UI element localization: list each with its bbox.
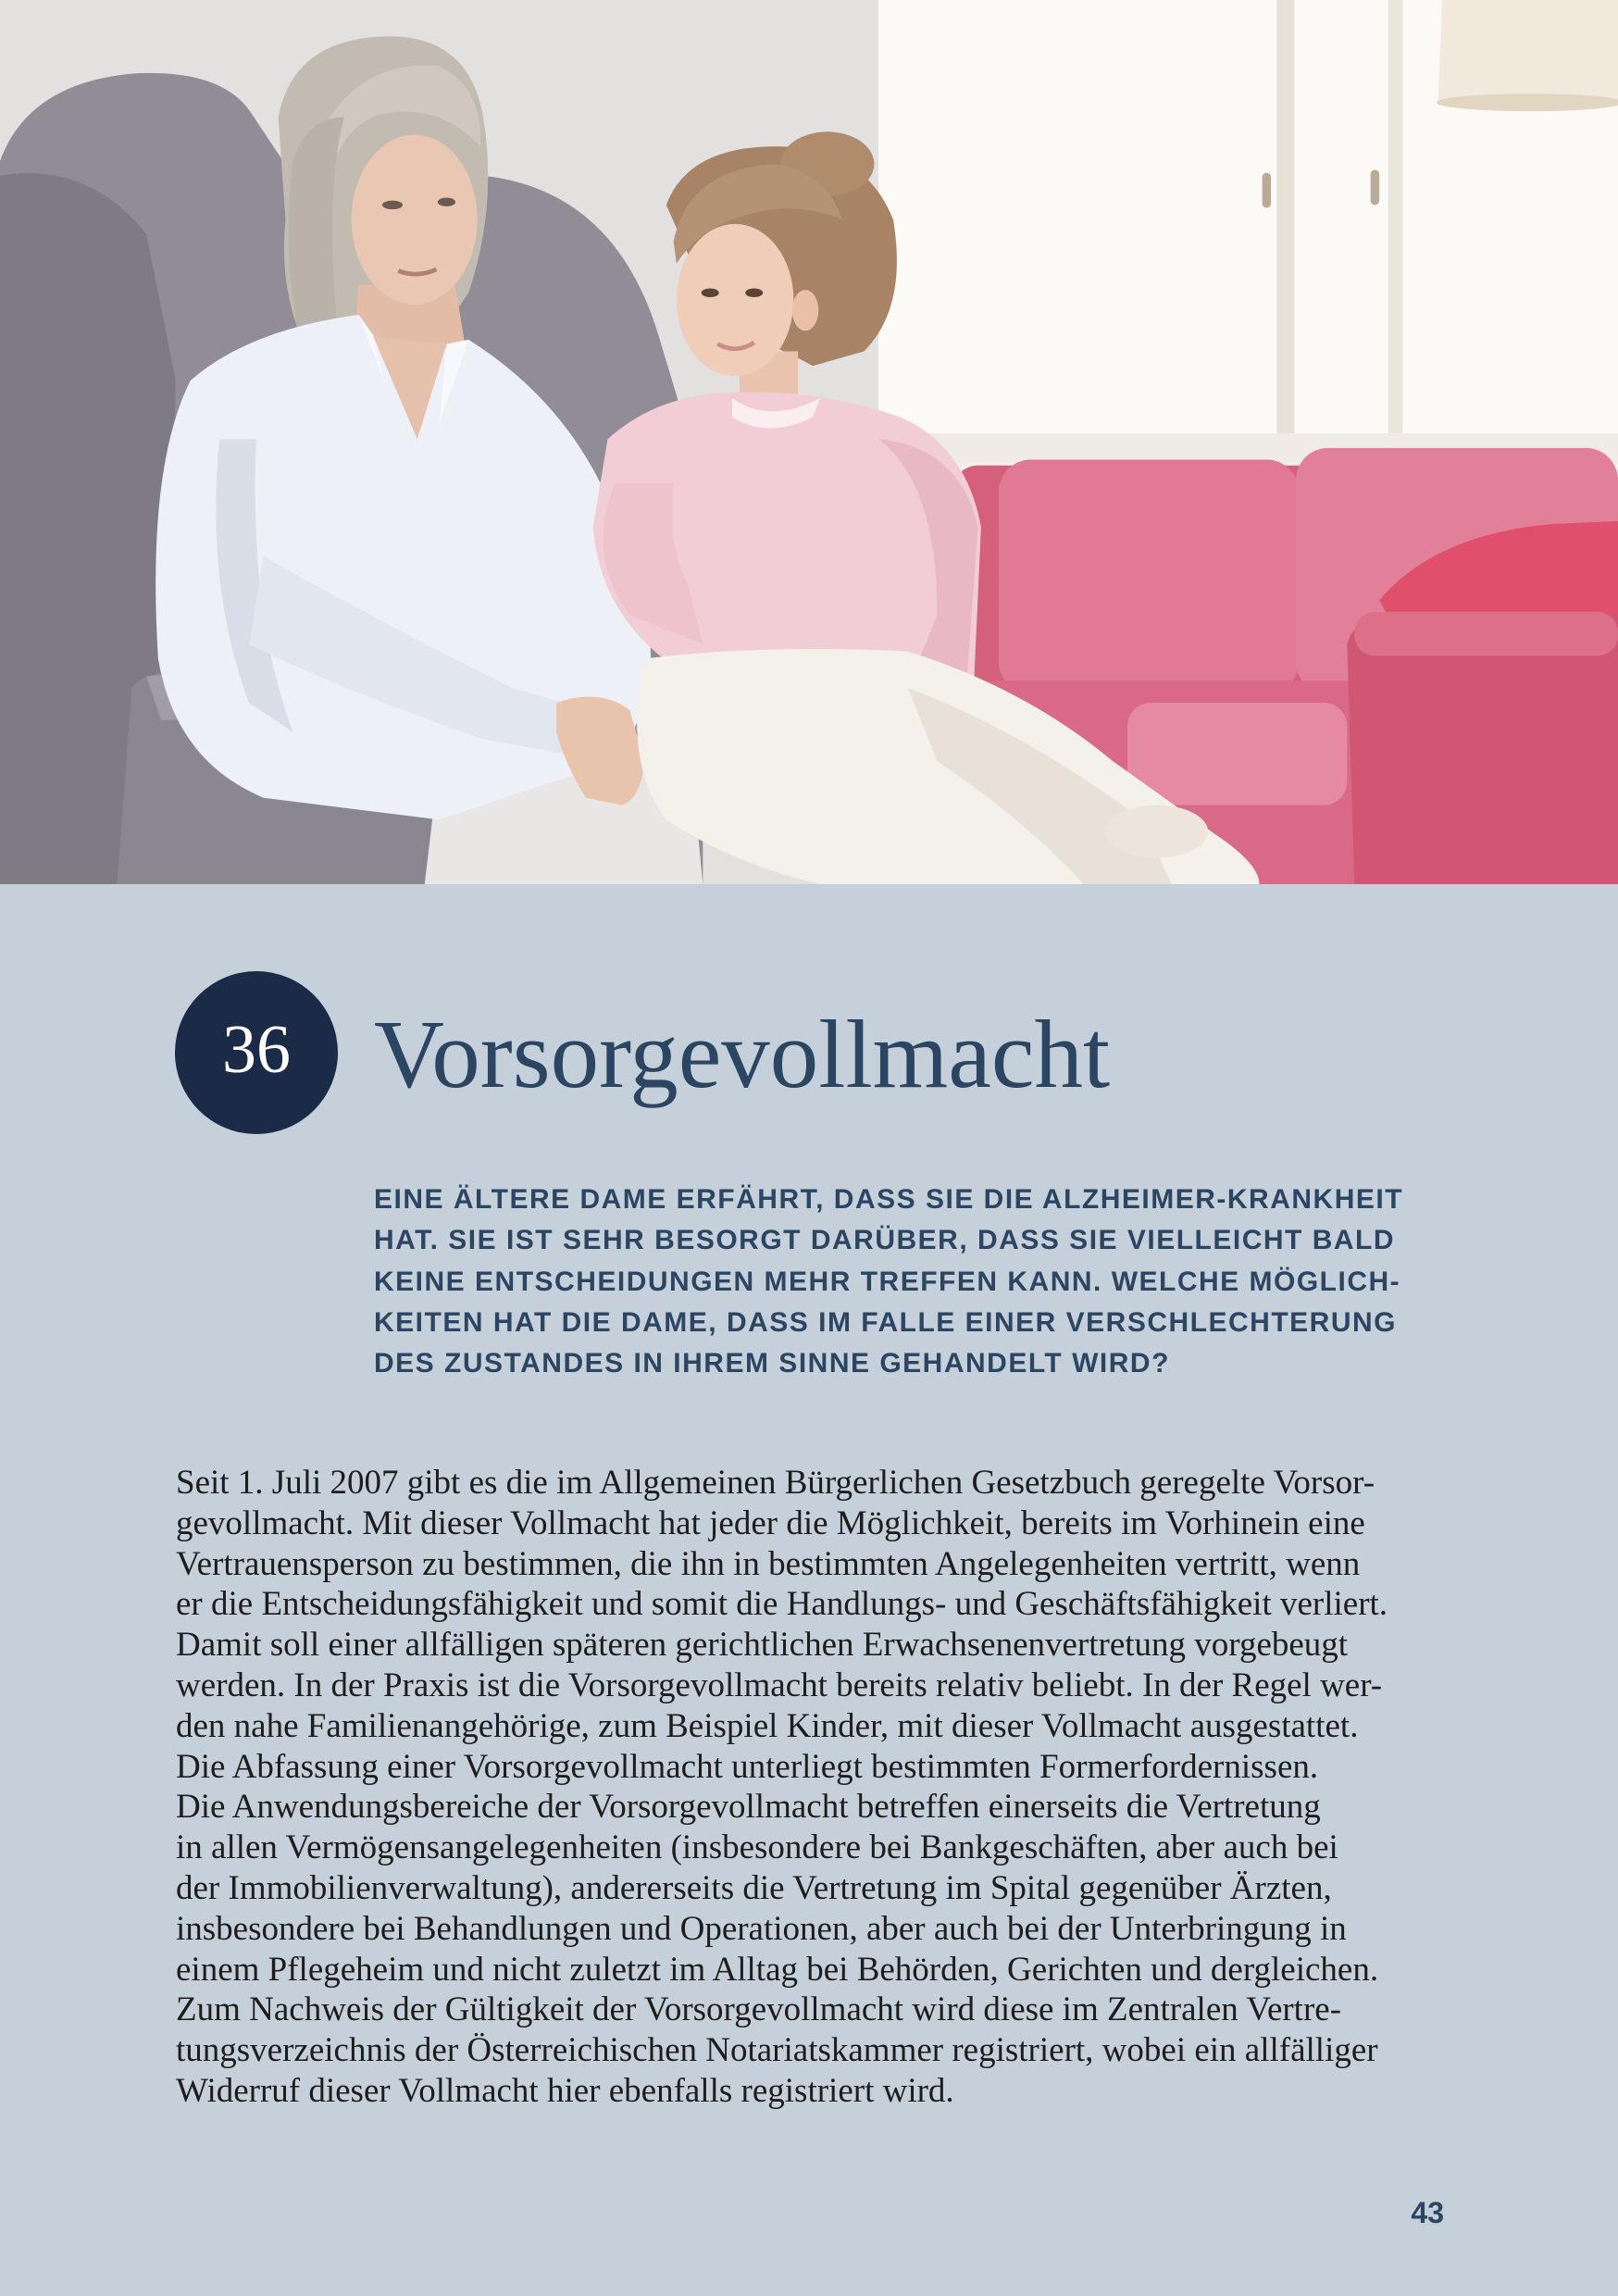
window-handle <box>1263 173 1271 208</box>
page-number: 43 <box>1411 2196 1444 2229</box>
body-line: den nahe Familienangehörige, zum Beispiel Kinder, mit dieser Vollmacht ausgestattet. <box>176 1706 1359 1745</box>
body-line: werden. In der Praxis ist die Vorsorgevollmacht bereits relativ beliebt. In der Regel wer- <box>176 1666 1383 1704</box>
lamp-shade-rim <box>1437 94 1618 111</box>
body-line: Die Abfassung einer Vorsorgevollmacht unterliegt bestimmten Formerfordernissen. <box>176 1747 1319 1786</box>
woman-eye <box>382 201 403 209</box>
window-frame <box>1388 0 1403 456</box>
body-line: er die Entscheidungsfähigkeit und somit die Handlungs- und Geschäftsfähigkeit verliert. <box>176 1585 1388 1624</box>
body-line: Seit 1. Juli 2007 gibt es die im Allgemeinen Bürgerlichen Gesetzbuch geregelte Vorsor- <box>176 1464 1375 1502</box>
body-line: in allen Vermögensangelegenheiten (insbesondere bei Bankgeschäften, aber auch bei <box>176 1828 1338 1867</box>
chapter-number-badge <box>175 971 338 1134</box>
body-line: Die Anwendungsbereiche der Vorsorgevollmacht betreffen einerseits die Vertretung <box>176 1788 1321 1827</box>
girl-face <box>677 224 794 376</box>
window-handle <box>1371 169 1379 205</box>
sofa-back-cushion <box>999 459 1299 693</box>
page-title: Vorsorgevollmacht <box>374 1000 1111 1108</box>
body-line: einem Pflegeheim und nicht zuletzt im Alltag bei Behörden, Gerichten und dergleichen. <box>176 1950 1379 1989</box>
window-frame <box>1276 0 1294 456</box>
body-line: Vertrauensperson zu bestimmen, die ihn in bestimmten Angelegenheiten vertritt, wenn <box>176 1544 1361 1583</box>
body-line: der Immobilienverwaltung), andererseits die Vertretung im Spital gegenüber Ärzten, <box>176 1868 1332 1907</box>
lamp-shade <box>1438 0 1618 106</box>
lead-question-line: DES ZUSTANDES IN IHREM SINNE GEHANDELT WIRD? <box>374 1348 1170 1379</box>
lead-question <box>374 1179 1466 1384</box>
lead-question-line: EINE ÄLTERE DAME ERFÄHRT, DASS SIE DIE ALZHEIMER-KRANKHEIT <box>374 1184 1404 1215</box>
woman-face <box>352 134 478 304</box>
girl-eye <box>702 288 719 296</box>
girl-ear <box>792 290 818 331</box>
hero-photo <box>0 0 1618 884</box>
chapter-number: 36 <box>222 1012 291 1088</box>
hero-photo-illustration <box>0 0 1618 884</box>
lead-question-line: HAT. SIE IST SEHR BESORGT DARÜBER, DASS SIE VIELLEICHT BALD <box>374 1225 1396 1256</box>
body-line: Zum Nachweis der Gültigkeit der Vorsorgevollmacht wird diese im Zentralen Vertre- <box>176 1990 1342 2029</box>
body-paragraph <box>176 1463 1472 2112</box>
body-line: gevollmacht. Mit dieser Vollmacht hat jeder die Möglichkeit, bereits im Vorhinein eine <box>176 1504 1365 1542</box>
woman-eye <box>438 197 455 206</box>
lead-question-line: KEITEN HAT DIE DAME, DASS IM FALLE EINER VERSCHLECHTERUNG <box>374 1306 1398 1338</box>
body-line: tungsverzeichnis der Österreichischen Notariatskammer registriert, wobei ein allfälliger <box>176 2031 1378 2070</box>
sofa-seat-cushion <box>1127 703 1347 805</box>
lead-question-line: KEINE ENTSCHEIDUNGEN MEHR TREFFEN KANN. WELCHE MÖGLICH- <box>374 1266 1401 1297</box>
girl-eye <box>745 288 763 296</box>
body-line: insbesondere bei Behandlungen und Operationen, aber auch bei der Unterbringung in <box>176 1909 1347 1948</box>
girl-feet <box>1105 805 1208 858</box>
body-line: Widerruf dieser Vollmacht hier ebenfalls registriert wird. <box>176 2071 954 2110</box>
body-line: Damit soll einer allfälligen späteren gerichtlichen Erwachsenenvertretung vorgebeugt <box>176 1626 1349 1665</box>
sofa-armrest-top <box>1354 612 1618 655</box>
